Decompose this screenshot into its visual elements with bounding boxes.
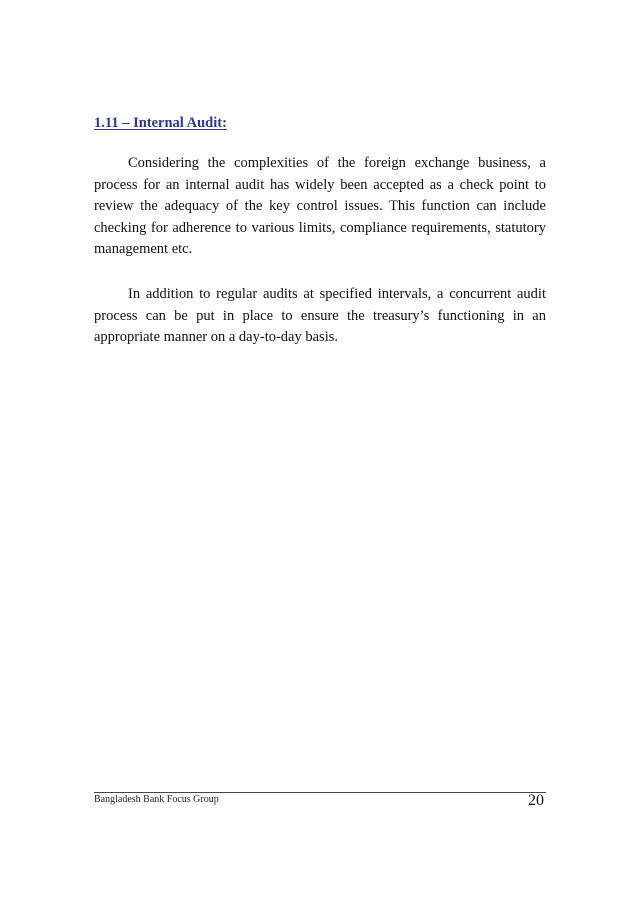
- footer-organization: Bangladesh Bank Focus Group: [94, 794, 219, 805]
- page-number: 20: [528, 792, 544, 809]
- body-paragraph-1: Considering the complexities of the foreign exchange business, a process for an internal audit has widely been accepted as a check point to review the adequacy of the key control issues. This function can include checking for adherence to various limits, compliance requirements, statutory management etc.: [94, 155, 546, 258]
- footer-divider: [94, 792, 546, 793]
- section-heading: 1.11 – Internal Audit:: [94, 115, 227, 131]
- body-paragraph-2: In addition to regular audits at specified intervals, a concurrent audit process can be put in place to ensure the treasury’s functioning in an appropriate manner on a day-to-day basis.: [94, 286, 546, 346]
